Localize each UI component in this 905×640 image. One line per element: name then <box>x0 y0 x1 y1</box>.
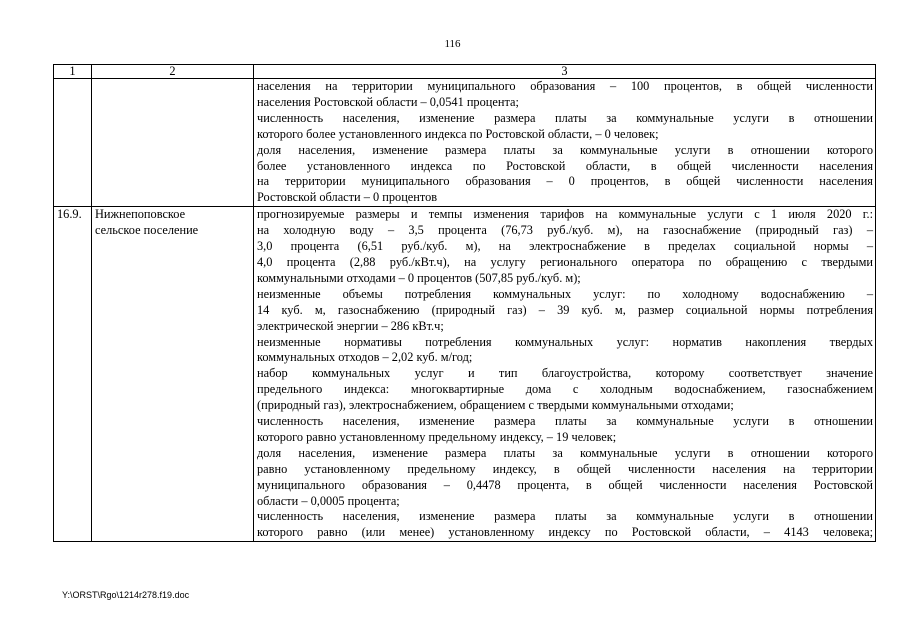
text-line: более установленного индекса по Ростовской области, в общей численности населения <box>257 158 873 173</box>
page-number: 116 <box>444 38 461 50</box>
text-line: на территории муниципального образования – 0 процентов, в общей численности населения <box>257 174 873 189</box>
text-line: населения Ростовской области – 0,0541 процента; <box>257 94 519 109</box>
text-line: которого равно установленному предельному индексу, – 19 человек; <box>257 429 617 444</box>
text-line: коммунальными отходами – 0 процентов (507,85 руб./куб. м); <box>257 270 581 285</box>
text-line: численность населения, изменение размера платы за коммунальные услуги в отношении <box>257 509 873 524</box>
text-line: 4,0 процента (2,88 руб./кВт.ч), на услугу регионального оператора по обращению с твердыми <box>257 254 873 269</box>
text-line: численность населения, изменение размера платы за коммунальные услуги в отношении <box>257 414 873 429</box>
text-line: на холодную воду – 3,5 процента (76,73 руб./куб. м), на газоснабжение (природный газ) – <box>257 223 873 238</box>
text-line: набор коммунальных услуг и тип благоустройства, которому соответствует значение <box>257 366 873 381</box>
text-line: равно установленному предельному индексу, в общей численности населения на территории <box>257 461 873 476</box>
cell-entry-text <box>254 207 876 542</box>
text-line: муниципального образования – 0,4478 процента, в общей численности населения Ростовской <box>257 477 873 492</box>
text-line: предельного индекса: многоквартирные дома с холодным водоснабжением, газоснабжением <box>257 382 873 397</box>
header-col-1: 1 <box>54 65 92 79</box>
cell-number-empty <box>54 79 92 207</box>
cell-continuation-text <box>254 79 876 207</box>
text-line: области – 0,0005 процента; <box>257 493 400 508</box>
entry-name-line: сельское поселение <box>95 223 199 238</box>
entry-name-line: Нижнепоповское <box>95 207 186 222</box>
text-line: 3,0 процента (6,51 руб./куб. м), на электроснабжение в пределах социальной нормы – <box>257 239 873 254</box>
text-line: доля населения, изменение размера платы за коммунальные услуги в отношении которого <box>257 445 873 460</box>
text-line: неизменные объемы потребления коммунальных услуг: по холодному водоснабжению – <box>257 286 873 301</box>
cell-name-empty <box>92 79 254 207</box>
document-table <box>53 64 876 542</box>
cell-entry-number: 16.9. <box>54 207 92 542</box>
header-col-3: 3 <box>254 65 876 79</box>
text-line: (природный газ), электроснабжением, обращением с твердыми коммунальными отходами; <box>257 398 734 413</box>
text-line: неизменные нормативы потребления коммунальных услуг: норматив накопления твердых <box>257 334 873 349</box>
text-line: которого более установленного индекса по Ростовской области, – 0 человек; <box>257 126 659 141</box>
text-line: доля населения, изменение размера платы за коммунальные услуги в отношении которого <box>257 142 873 157</box>
table-row-16-9 <box>54 207 876 542</box>
header-col-2: 2 <box>92 65 254 79</box>
file-path-footer: Y:\ORST\Rgo\1214r278.f19.doc <box>62 590 190 600</box>
text-line: Ростовской области – 0 процентов <box>257 190 438 205</box>
text-line: 14 куб. м, газоснабжению (природный газ) – 39 куб. м, размер социальной нормы потребления <box>257 302 873 317</box>
cell-entry-name <box>92 207 254 542</box>
text-line: электрической энергии – 286 кВт.ч; <box>257 318 444 333</box>
text-line: прогнозируемые размеры и темпы изменения тарифов на коммунальные услуги с 1 июля 2020 г.: <box>257 207 873 222</box>
text-line: коммунальных отходов – 2,02 куб. м/год; <box>257 350 473 365</box>
text-line: численность населения, изменение размера платы за коммунальные услуги в отношении <box>257 110 873 125</box>
table-header-row <box>54 65 876 79</box>
table-row-continuation <box>54 79 876 207</box>
text-line: которого равно (или менее) установленному индексу по Ростовской области, – 4143 человека; <box>257 525 873 540</box>
text-line: населения на территории муниципального образования – 100 процентов, в общей численности <box>257 79 873 93</box>
